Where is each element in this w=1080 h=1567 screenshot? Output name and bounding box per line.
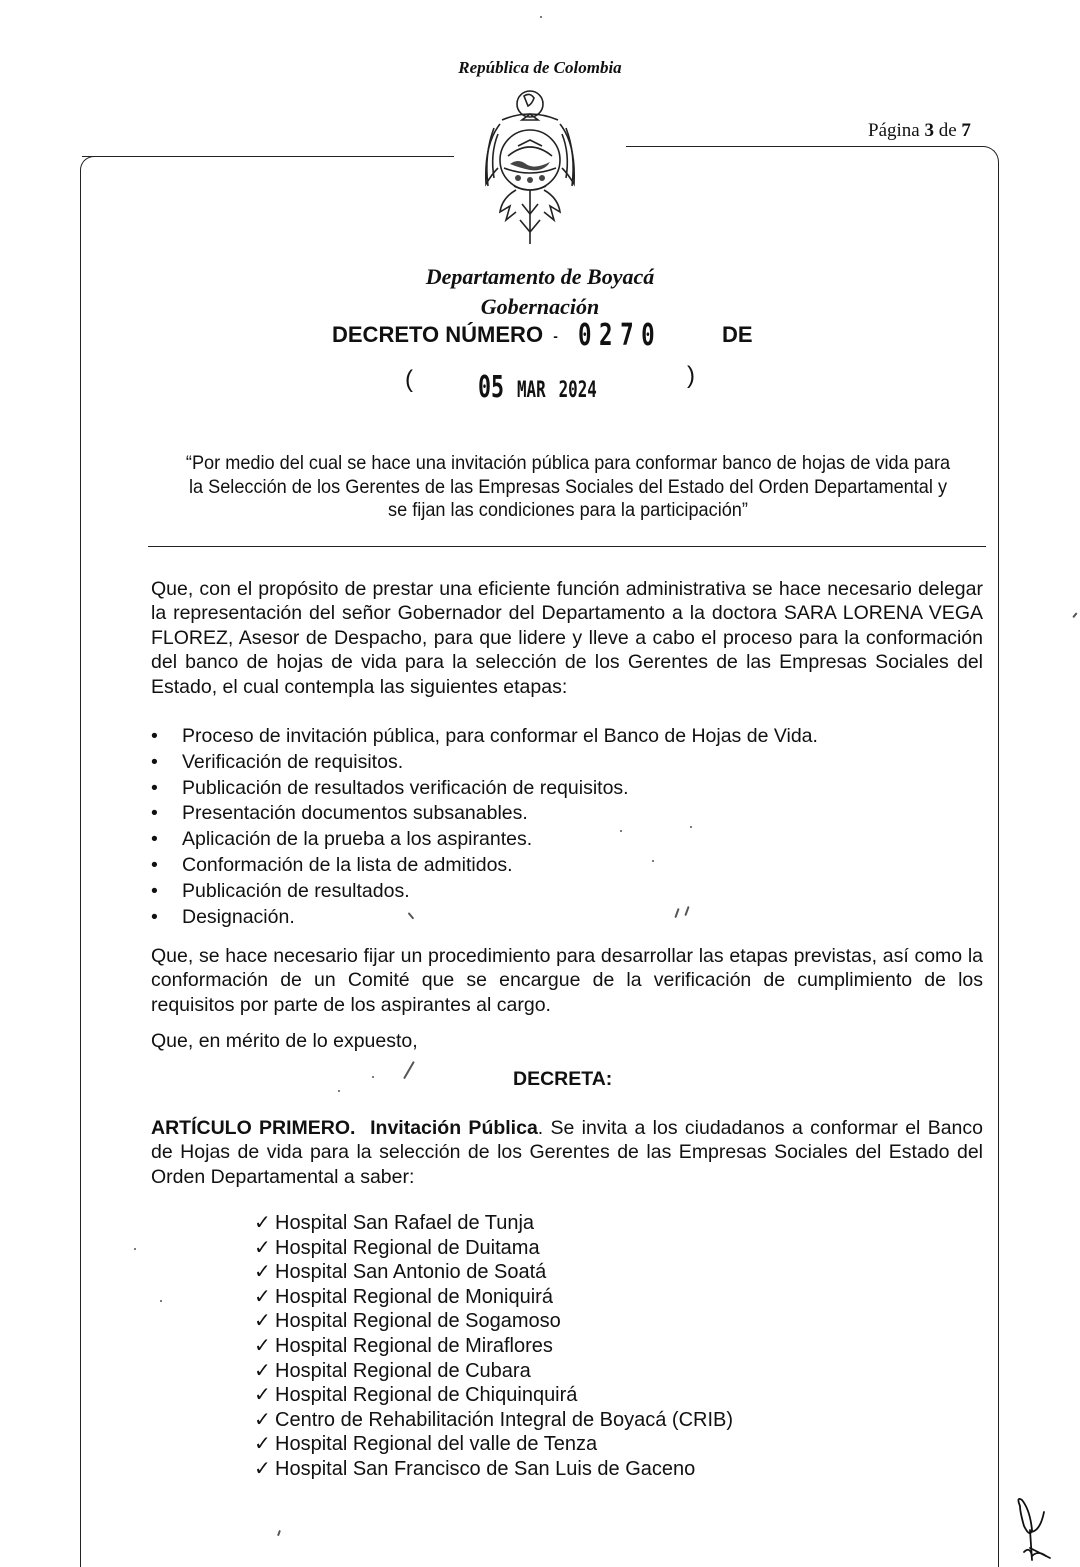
list-item (151, 801, 818, 827)
list-item (151, 853, 818, 879)
list-item (254, 1285, 733, 1310)
stage-text: Publicación de resultados. (182, 879, 410, 902)
date-paren-close: ) (687, 362, 695, 389)
check-icon: ✓ (254, 1236, 271, 1259)
hospital-name: Hospital San Antonio de Soatá (275, 1261, 547, 1284)
check-icon: ✓ (254, 1433, 271, 1456)
check-icon: ✓ (254, 1384, 271, 1407)
country-heading: República de Colombia (458, 58, 622, 77)
list-item (151, 905, 818, 931)
stage-text: Presentación documentos subsanables. (182, 802, 528, 825)
list-item (151, 879, 818, 905)
stage-text: Proceso de invitación pública, para conformar el Banco de Hojas de Vida. (182, 725, 818, 747)
date-year: 2024 (558, 378, 597, 403)
stage-text: Designación. (182, 905, 295, 928)
paragraph-considerando-2: Que, se hace necesario fijar un procedimiento para desarrollar las etapas previstas, así como la conformación de un Comité que se encargue de la verificación de cumplimiento de los requisitos por parte de los aspirantes al cargo. (151, 945, 983, 1016)
office-name: Gobernación (480, 294, 600, 319)
check-icon: ✓ (254, 1408, 271, 1431)
frame-border-top-left (82, 156, 454, 158)
department-heading (0, 262, 1080, 322)
date-paren-open: ( (405, 366, 413, 393)
check-icon: ✓ (254, 1359, 271, 1382)
bullet-icon: • (151, 802, 158, 825)
list-item (151, 827, 818, 853)
hospitals-list (254, 1211, 733, 1482)
page-of-label: de (938, 120, 957, 141)
frame-border-right (970, 146, 999, 1567)
hospital-name: Hospital Regional de Chiquinquirá (275, 1384, 578, 1407)
hospital-name: Hospital Regional de Moniquirá (275, 1285, 553, 1308)
check-icon: ✓ (254, 1334, 271, 1357)
list-item (254, 1359, 733, 1384)
page-label: Página (868, 120, 920, 141)
stage-text: Publicación de resultados verificación de requisitos. (182, 776, 629, 799)
stage-text: Aplicación de la prueba a los aspirantes. (182, 828, 533, 851)
paragraph-considerando-1: Que, con el propósito de prestar una eficiente función administrativa se hace necesario delegar la representación del señor Gobernador del Departamento a la doctora SARA LORENA VEGA FLOREZ, Asesor de Despacho, para que lidere y lleve a cabo el proceso para la conformación del banco de hojas de vida para la selección de los Gerentes de las Empresas Sociales del Estado, el cual contempla las siguientes etapas: (151, 578, 983, 698)
decree-label (332, 322, 558, 348)
article-text: . Se invita a los ciudadanos a conformar el Banco de Hojas de vida para la selección de los Gerentes de las Empresas Sociales del Estado del Orden Departamental a saber: (151, 1117, 983, 1188)
bullet-icon: • (151, 853, 158, 876)
check-icon: ✓ (254, 1285, 271, 1308)
list-item (254, 1334, 733, 1359)
list-item (151, 776, 818, 802)
list-item (254, 1408, 733, 1433)
article-label: ARTÍCULO PRIMERO. (151, 1117, 356, 1139)
department-name: Departamento de Boyacá (425, 264, 655, 289)
hospital-name: Hospital San Francisco de San Luis de Gaceno (275, 1457, 696, 1480)
frame-border-left (80, 156, 101, 1567)
paragraph-considerando-3: Que, en mérito de lo expuesto, (151, 1030, 418, 1052)
bullet-icon: • (151, 776, 158, 799)
stage-text: Conformación de la lista de admitidos. (182, 853, 513, 876)
stages-list (151, 724, 818, 930)
bullet-icon: • (151, 828, 158, 851)
list-item (254, 1236, 733, 1261)
date-day: 05 (478, 370, 505, 405)
decree-number: 0270 (578, 318, 663, 353)
bullet-icon: • (151, 905, 158, 928)
list-item (151, 750, 818, 776)
hospital-name: Hospital Regional de Duitama (275, 1236, 540, 1259)
hospital-name: Centro de Rehabilitación Integral de Boyacá (CRIB) (275, 1408, 734, 1431)
hospital-name: Hospital Regional de Miraflores (275, 1334, 553, 1357)
check-icon: ✓ (254, 1310, 271, 1333)
list-item (254, 1211, 733, 1236)
bullet-icon: • (151, 725, 158, 747)
page-total: 7 (961, 120, 971, 141)
decree-date (478, 370, 597, 405)
hospital-name: Hospital Regional de Cubara (275, 1359, 531, 1382)
decree-title: “Por medio del cual se hace una invitación pública para conformar banco de hojas de vida para la Selección de los Gerentes de las Empresas Sociales del Estado del Orden Departamental y se fijan las condiciones para la participación” (185, 452, 951, 521)
check-icon: ✓ (254, 1212, 271, 1234)
page-current: 3 (924, 120, 934, 141)
decreta-heading: DECRETA: (513, 1068, 613, 1090)
hospital-name: Hospital San Rafael de Tunja (275, 1212, 535, 1234)
check-icon: ✓ (254, 1457, 271, 1480)
date-month: MAR (517, 378, 546, 403)
signature-mark (1010, 1492, 1070, 1561)
check-icon: ✓ (254, 1261, 271, 1284)
list-item (254, 1309, 733, 1334)
article-title: Invitación Pública (370, 1117, 538, 1139)
list-item (151, 724, 818, 750)
decree-label-text: DECRETO NÚMERO (332, 322, 544, 347)
list-item (254, 1432, 733, 1457)
frame-border-top-right (626, 146, 970, 148)
article-primero (151, 1116, 983, 1189)
bullet-icon: • (151, 750, 158, 773)
decree-de: DE (722, 322, 753, 347)
bullet-icon: • (151, 879, 158, 902)
list-item (254, 1457, 733, 1482)
decree-dash: - (553, 328, 558, 345)
list-item (254, 1260, 733, 1285)
coat-of-arms-icon (478, 86, 582, 246)
page-indicator (868, 120, 971, 142)
hospital-name: Hospital Regional del valle de Tenza (275, 1433, 598, 1456)
stage-text: Verificación de requisitos. (182, 750, 404, 773)
hospital-name: Hospital Regional de Sogamoso (275, 1310, 561, 1333)
list-item (254, 1383, 733, 1408)
title-divider (148, 546, 986, 547)
